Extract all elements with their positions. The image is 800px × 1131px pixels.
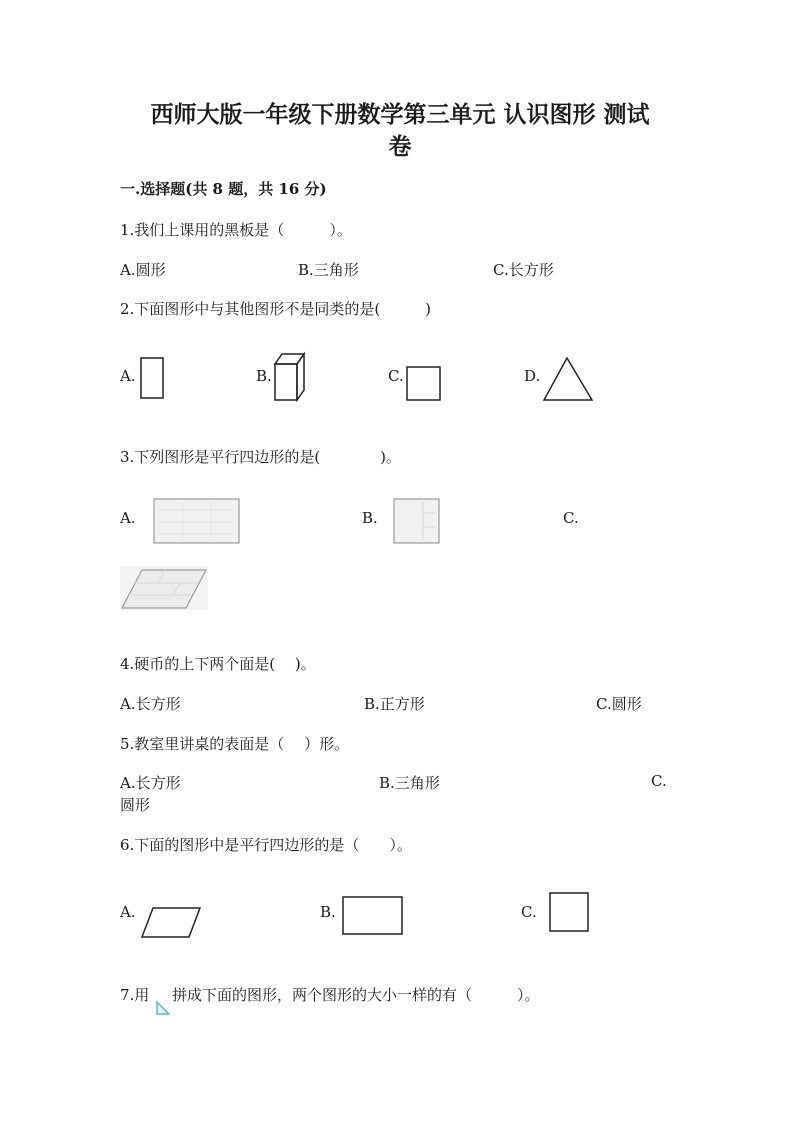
question-6: 6.下面的图形中是平行四边形的是（ ）。 [120, 836, 412, 854]
q3-option-a: A. [120, 509, 136, 527]
q2-option-b: B. [256, 367, 272, 385]
q6-option-c: C. [521, 903, 537, 921]
square-photo-figure [393, 498, 443, 546]
question-7-start: 7.用 [120, 986, 150, 1004]
q2-option-c: C. [388, 367, 404, 385]
q1-option-b: B.三角形 [298, 261, 359, 279]
parallelogram-figure [140, 906, 204, 942]
q1-option-a: A.圆形 [120, 261, 166, 279]
square-figure-q6 [548, 891, 592, 935]
q4-option-c: C.圆形 [596, 695, 642, 713]
q3-option-b: B. [362, 509, 378, 527]
parallelogram-photo-figure [120, 566, 210, 612]
q5-option-a: A.长方形 [120, 774, 181, 792]
rectangle-figure [341, 895, 405, 937]
question-5: 5.教室里讲桌的表面是（ ）形。 [120, 735, 350, 753]
tall-rectangle-figure [140, 357, 166, 401]
q6-option-a: A. [120, 903, 136, 921]
q5-option-c: C. [651, 772, 667, 790]
q4-option-a: A.长方形 [120, 695, 181, 713]
triangle-tile-icon [156, 1001, 172, 1017]
question-7-end: 拼成下面的图形，两个图形的大小一样的有（ ）。 [172, 986, 540, 1004]
question-3: 3.下列图形是平行四边形的是( )。 [120, 448, 402, 466]
q3-option-c: C. [563, 509, 579, 527]
q5-option-b: B.三角形 [379, 774, 440, 792]
page-title-line2: 卷 [388, 133, 412, 160]
q6-option-b: B. [320, 903, 336, 921]
q1-option-c: C.长方形 [493, 261, 554, 279]
q4-option-b: B.正方形 [364, 695, 425, 713]
rectangle-photo-figure [153, 498, 243, 546]
triangle-figure [542, 356, 596, 404]
q2-option-a: A. [120, 367, 136, 385]
q2-option-d: D. [524, 367, 541, 385]
q5-option-c-text: 圆形 [120, 796, 151, 814]
cuboid-figure [272, 352, 312, 404]
section-heading: 一.选择题(共 8 题，共 16 分) [120, 180, 327, 198]
question-1: 1.我们上课用的黑板是（ ）。 [120, 221, 352, 239]
question-4: 4.硬币的上下两个面是( )。 [120, 655, 316, 673]
page-title: 西师大版一年级下册数学第三单元 认识图形 测试 [150, 101, 650, 128]
question-2: 2.下面图形中与其他图形不是同类的是( ) [120, 300, 432, 318]
square-figure [405, 365, 445, 403]
